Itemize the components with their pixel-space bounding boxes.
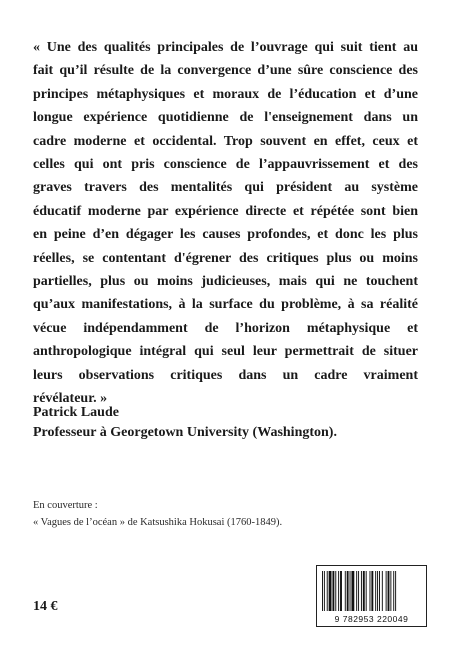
author-attribution bbox=[33, 403, 337, 443]
quote-line: partielles, plus ou moins judicieuses, mais qui ne touchent bbox=[33, 274, 418, 290]
quote-line: « Une des qualités principales de l’ouvrage qui suit tient au bbox=[33, 40, 418, 55]
quote-line: anthropologique intégral qui seul leur permettrait de situer bbox=[33, 344, 418, 360]
quote-line: fait qu’il résulte de la convergence d’une sûre conscience des bbox=[33, 63, 418, 79]
cover-credit bbox=[33, 497, 282, 531]
isbn-barcode bbox=[316, 565, 427, 627]
quote-line: vécue indépendamment de l’horizon métaphysique et bbox=[33, 320, 418, 336]
quote-line: principes métaphysiques et moraux de l’éducation et d’une bbox=[33, 86, 418, 102]
quote-line: réelles, se contentant d'égrener des critiques plus ou moins bbox=[33, 250, 418, 266]
price: 14 € bbox=[33, 599, 58, 614]
author-name: Patrick Laude bbox=[33, 405, 119, 420]
quote-line: leurs observations critiques dans un cadre vraiment bbox=[33, 367, 418, 383]
cover-credit-artwork: « Vagues de l’océan » de Katsushika Hokusai (1760-1849). bbox=[33, 517, 283, 528]
quote-line: graves travers des mentalités qui président au système bbox=[33, 180, 418, 196]
quote-line: en peine d’en dégager les causes profondes, et donc les plus bbox=[33, 227, 418, 243]
endorsement-quote bbox=[33, 36, 418, 411]
author-title: Professeur à Georgetown University (Washington). bbox=[33, 425, 337, 440]
quote-line: celles qui ont pris conscience de l’appauvrissement et des bbox=[33, 157, 418, 173]
quote-line: longue expérience quotidienne de l'enseignement dans un bbox=[33, 110, 418, 126]
barcode-bars bbox=[322, 571, 421, 611]
quote-line: éducatif moderne par expérience directe et répétée sont bien bbox=[33, 203, 418, 219]
quote-line: cadre moderne et occidental. Trop souvent en effet, ceux et bbox=[33, 133, 418, 149]
quote-line: qu’aux manifestations, à la surface du problème, à sa réalité bbox=[33, 297, 418, 313]
cover-credit-label: En couverture : bbox=[33, 500, 98, 511]
isbn-number: 9 782953 220049 bbox=[334, 614, 409, 624]
quote-line: révélateur. » bbox=[33, 391, 108, 407]
